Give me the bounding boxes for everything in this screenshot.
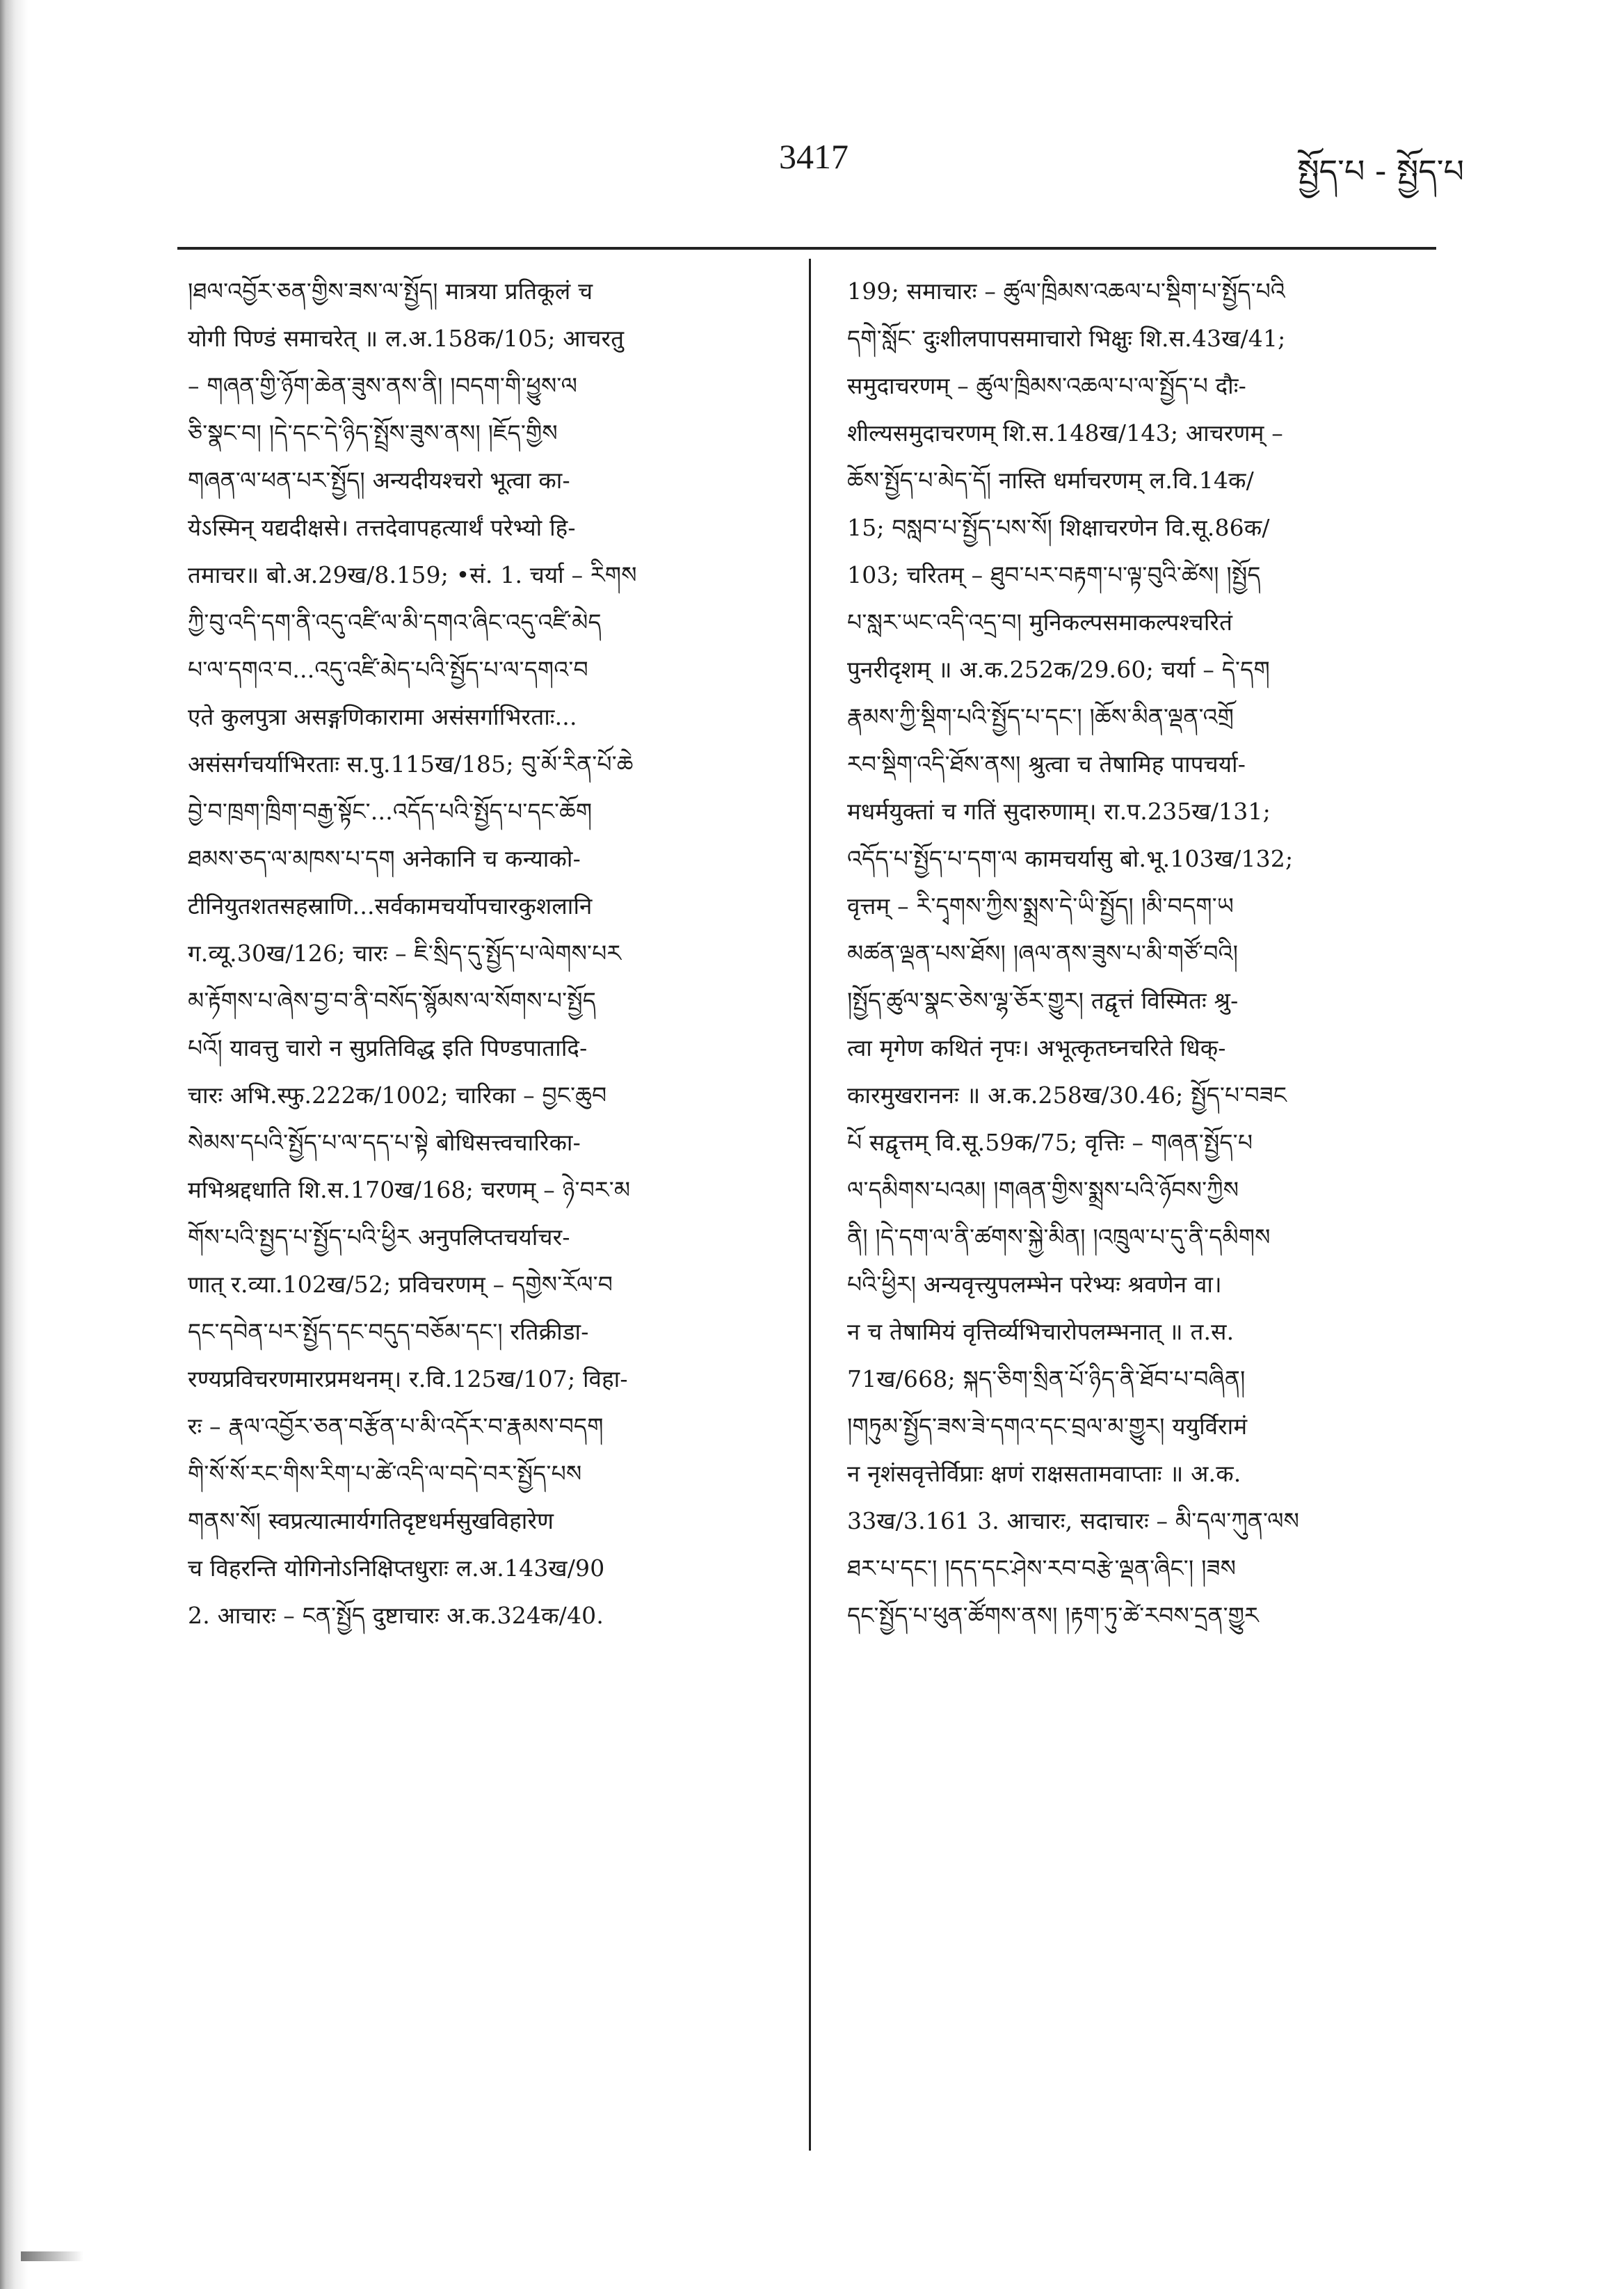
right-column-line: न च तेषामियं वृत्तिर्व्यभिचारोपलम्भनात् ॥ त.स. bbox=[847, 1318, 1235, 1345]
right-column-line: शील्यसमुदाचरणम् शि.स.148ख/143; आचरणम् – bbox=[847, 419, 1283, 447]
left-column-line: མ་རྟོགས་པ་ཞེས་བྱ་བ་ནི་བསོད་སྙོམས་ལ་སོགས་པ་སྤྱོད bbox=[188, 987, 597, 1014]
left-column-line: मभिश्रद्दधाति शि.स.170ख/168; चरणम् – ཉེ་བར་མ bbox=[188, 1176, 631, 1203]
left-column-line: टीनियुतशतसहस्राणि...सर्वकामचर्योपचारकुशलानि bbox=[188, 892, 593, 919]
right-column-line: །གཏུམ་སྤྱོད་ཟས་ཟེ་དགའ་དང་བྲལ་མ་གྱུར། ययुर्विरामं bbox=[847, 1413, 1248, 1440]
left-column-line: रण्यप्रविचरणमारप्रमथनम्। र.वि.125ख/107; विहा- bbox=[188, 1365, 628, 1392]
left-column-line: གཞན་ལ་ཕན་པར་སྤྱོད། अन्यदीयश्चरो भूत्वा का- bbox=[188, 467, 570, 494]
right-column-line: 33ख/3.161 3. आचारः, सदाचारः – མི་དལ་ཀུན་ལས bbox=[847, 1507, 1300, 1534]
left-column-line: योगी पिण्डं समाचरेत् ॥ ल.अ.158क/105; आचरतु bbox=[188, 325, 625, 352]
left-column-line: चारः अभि.स्फु.222क/1002; चारिका – བྱང་ཆུབ bbox=[188, 1082, 607, 1109]
running-head: སྤྱོད་པ - སྤྱོད་པ bbox=[1297, 152, 1464, 190]
left-column-line: येऽस्मिन् यद्यदीक्षसे। तत्तदेवापहत्यार्थं परेभ्यो हि- bbox=[188, 514, 576, 541]
right-column-line: वृत्तम् – རི་དྭགས་ཀྱིས་སྨྲས་དེ་ཡི་སྤྱོད། །མི་བདག་ཡ bbox=[847, 892, 1234, 919]
left-column-line: པའོ། यावत्तु चारो न सुप्रतिविद्ध इति पिण्डपातादि- bbox=[188, 1034, 588, 1061]
right-column-line: པོ सद्वृत्तम् वि.सू.59क/75; वृत्तिः – གཞན་སྤྱོད་པ bbox=[847, 1129, 1253, 1156]
left-column-line: ཀྱི་བུ་འདི་དག་ནི་འདུ་འཛི་ལ་མི་དགའ་ཞིང་འདུ་འཛི་མེད bbox=[188, 609, 602, 636]
left-column-line: སེམས་དཔའི་སྤྱོད་པ་ལ་དད་པ་སྟེ बोधिसत्त्वचारिका- bbox=[188, 1129, 581, 1156]
right-column-line: རྣམས་ཀྱི་སྡིག་པའི་སྤྱོད་པ་དང་། །ཆོས་མིན་ལྡན་འགྲོ bbox=[847, 703, 1235, 730]
right-column-line: मधर्मयुक्तां च गतिं सुदारुणाम्। रा.प.235ख/131; bbox=[847, 798, 1271, 825]
left-column-line: च विहरन्ति योगिनोऽनिक्षिप्तधुराः ल.अ.143ख/90 bbox=[188, 1555, 605, 1582]
left-column bbox=[188, 268, 786, 2146]
left-column-line: །ཐལ་འབྱོར་ཅན་གྱིས་ཟས་ལ་སྤྱོད། मात्रया प्रतिकूलं च bbox=[188, 278, 593, 305]
right-column-line: རབ་སྡིག་འདི་ཐོས་ནས། श्रुत्वा च तेषामिह पापचर्या- bbox=[847, 750, 1246, 778]
left-column-line: तमाचर॥ बो.अ.29ख/8.159; •सं. 1. चर्या – རིགས bbox=[188, 561, 637, 588]
right-column-line: समुदाचरणम् – ཚུལ་ཁྲིམས་འཆལ་པ་ལ་སྤྱོད་པ दौः- bbox=[847, 372, 1246, 399]
left-column-line: णात् र.व्या.102ख/52; प्रविचरणम् – དགྱེས་རོལ་བ bbox=[188, 1271, 613, 1298]
right-column-line: པའི་ཕྱིར། अन्यवृत्त्युपलम्भेन परेभ्यः श्रवणेन वा। bbox=[847, 1271, 1222, 1298]
left-column-line: असंसर्गचर्याभिरताः स.पु.115ख/185; བུ་མོ་རིན་པོ་ཆེ bbox=[188, 750, 634, 778]
right-column-line: མཚན་ལྡན་པས་ཐོས། །ཞལ་ནས་ཟུས་པ་མི་གཙོ་བའི། bbox=[847, 940, 1239, 967]
left-column-line: ཅི་སྣང་བ། །དེ་དང་དེ་ཉིད་སྤྲོས་ཟུས་ནས། །ཇོད་གྱིས bbox=[188, 419, 558, 447]
right-column-line: དང་སྤྱོད་པ་ཕུན་ཚོགས་ནས། །རྟག་ཏུ་ཚེ་རབས་དྲན་གྱུར bbox=[847, 1602, 1259, 1629]
left-column-line: བྱེ་བ་ཁྲག་ཁྲིག་བརྒྱ་སྟོང་...འདོད་པའི་སྤྱོད་པ་དང་ཆོག bbox=[188, 798, 593, 825]
scan-edge-shadow bbox=[0, 0, 28, 2289]
right-column-line: ཆོས་སྤྱོད་པ་མེད་དོ། नास्ति धर्माचरणम् ल.वि.14क/ bbox=[847, 467, 1254, 494]
left-column-line: ཐམས་ཅད་ལ་མཁས་པ་དག अनेकानि च कन्याको- bbox=[188, 845, 581, 872]
left-column-line: གི་སོ་སོ་རང་གིས་རིག་པ་ཚེ་འདི་ལ་བདེ་བར་སྤྱོད་པས bbox=[188, 1460, 582, 1487]
right-column-line: 15; བསླབ་པ་སྤྱོད་པས་སོ། शिक्षाचरणेन वि.सू.86क/ bbox=[847, 514, 1270, 541]
right-column-line: पुनरीदृशम् ॥ अ.क.252क/29.60; चर्या – དེ་དག bbox=[847, 656, 1270, 683]
right-column-line: འདོད་པ་སྤྱོད་པ་དག་ལ कामचर्यासु बो.भू.103ख/132; bbox=[847, 845, 1294, 872]
left-column-line: གོས་པའི་སྤྱད་པ་སྤྱོད་པའི་ཕྱིར अनुपलिप्तचर्याचर- bbox=[188, 1223, 570, 1251]
right-column bbox=[847, 268, 1445, 2146]
right-column-line: 199; समाचारः – ཚུལ་ཁྲིམས་འཆལ་པ་སྡིག་པ་སྤྱོད་པའི bbox=[847, 278, 1285, 305]
scan-artifact bbox=[21, 2251, 83, 2261]
left-column-line: པ་ལ་དགའ་བ...འདུ་འཛི་མེད་པའི་སྤྱོད་པ་ལ་དགའ་བ bbox=[188, 656, 588, 683]
left-column-line: ग.व्यू.30ख/126; चारः – ཇི་སྲིད་དུ་སྤྱོད་པ་ལེགས་པར bbox=[188, 940, 622, 967]
left-column-line: 2. आचारः – ངན་སྤྱོད दुष्टाचारः अ.क.324क/40. bbox=[188, 1602, 604, 1629]
left-column-line: एते कुलपुत्रा असङ्गणिकारामा असंसर्गाभिरताः... bbox=[188, 703, 577, 730]
column-divider bbox=[809, 259, 811, 2151]
right-column-line: त्वा मृगेण कथितं नृपः। अभूत्कृतघ्नचरिते धिक्- bbox=[847, 1034, 1226, 1061]
page-number: 3417 bbox=[779, 137, 849, 176]
left-column-line: – གཞན་གྱི་ཉོག་ཆེན་ཟུས་ནས་ནི། །བདག་གི་ཕྱུས་ལ bbox=[188, 372, 578, 399]
right-column-line: ཐར་པ་དང་། །དད་དང་ཤེས་རབ་བརྩེ་ལྡན་ཞིང་། །ཟས bbox=[847, 1555, 1237, 1582]
left-column-line: དང་དབེན་པར་སྤྱོད་དང་བདུད་བཅོམ་དང་། रतिक्रीडा- bbox=[188, 1318, 589, 1345]
left-column-line: रः – རྣལ་འབྱོར་ཅན་བརྩོན་པ་མི་འདོར་བ་རྣམས་བདག bbox=[188, 1413, 604, 1440]
header-rule bbox=[177, 247, 1436, 250]
right-column-line: པ་སླར་ཡང་འདི་འདྲ་བ། मुनिकल्पसमाकल्पश्चरितं bbox=[847, 609, 1233, 636]
left-column-line: གནས་སོ། स्वप्रत्यात्मार्यगतिदृष्टधर्मसुखविहारेण bbox=[188, 1507, 554, 1534]
right-column-line: ལ་དམིགས་པའམ། །གཞན་གྱིས་སྨྲས་པའི་ཉོབས་ཀྱིས bbox=[847, 1176, 1239, 1203]
right-column-line: न नृशंसवृत्तेर्विप्राः क्षणं राक्षसतामवाप्ताः ॥ अ.क. bbox=[847, 1460, 1241, 1487]
right-column-line: 71ख/668; སྐད་ཅིག་སྲིན་པོ་ཉིད་ནི་ཐོབ་པ་བཞིན། bbox=[847, 1365, 1246, 1392]
right-column-line: कारमुखराननः ॥ अ.क.258ख/30.46; སྤྱོད་པ་བཟང bbox=[847, 1082, 1287, 1109]
right-column-line: །སྤྱོད་ཚུལ་སྣང་ཅེས་ལྷ་ཅོར་གྱུར། तद्वृत्तं विस्मितः श्रु- bbox=[847, 987, 1239, 1014]
right-column-line: དགེ་སློང་ दुःशीलपापसमाचारो भिक्षुः शि.स.43ख/41; bbox=[847, 325, 1286, 352]
right-column-line: 103; चरितम् – ཐུབ་པར་བརྟག་པ་ལྟ་བུའི་ཚེས། །སྤྱོད bbox=[847, 561, 1261, 588]
right-column-line: ནི། །དེ་དག་ལ་ནི་ཚགས་སྐྱེ་མིན། །འཁྲུལ་པ་དུ་ནི་དམིགས bbox=[847, 1223, 1271, 1251]
